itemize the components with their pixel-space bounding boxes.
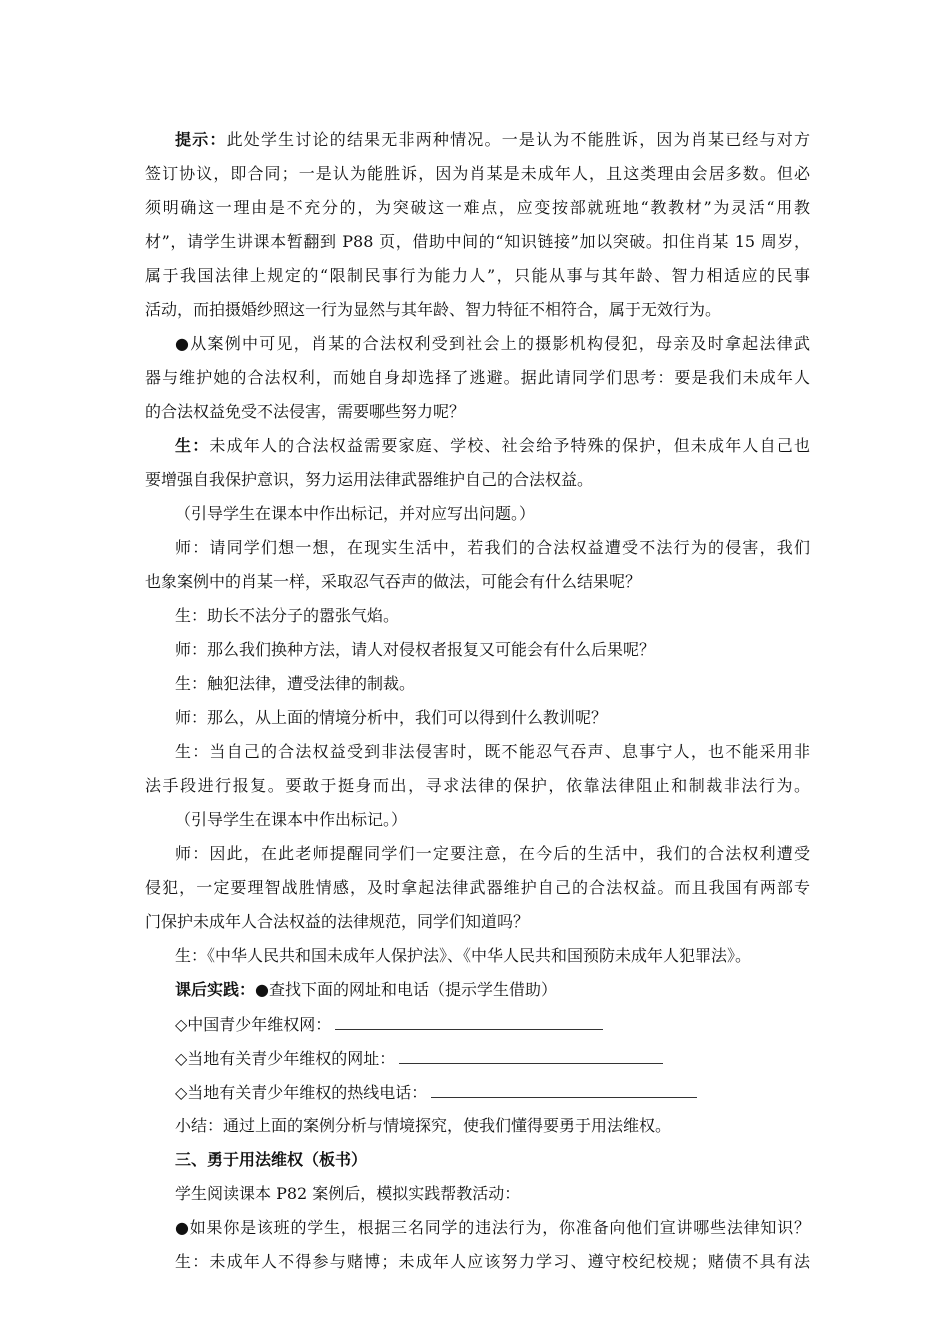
answer-1-text: 未成年人的合法权益需要家庭、学校、社会给予特殊的保护，但未成年人自己也 — [209, 436, 810, 455]
teacher-question-3: 师：那么，从上面的情境分析中，我们可以得到什么教训呢？ — [175, 708, 608, 727]
hint-line-5: 属于我国法律上规定的“限制民事行为能力人”，只能从事与其年龄、智力相适应的民事 — [145, 266, 810, 285]
student-reply-1: 生：助长不法分子的嚣张气焰。 — [175, 606, 400, 625]
hint-line-6: 活动，而拍摄婚纱照这一行为显然与其年龄、智力特征不相符合，属于无效行为。 — [145, 300, 722, 319]
summary: 小结：通过上面的案例分析与情境探究，使我们懂得要勇于用法维权。 — [175, 1116, 672, 1135]
hint-line-2: 签订协议，即合同；一是认为能胜诉，因为肖某是未成年人，且这类理由会居多数。但必 — [145, 164, 810, 183]
teacher-4-line-2: 侵犯，一定要理智战胜情感，及时拿起法律武器维护自己的合法权益。而且我国有两部专 — [145, 878, 810, 897]
student-label: 生： — [175, 436, 210, 455]
question-1-line-3: 的合法权益免受不法侵害，需要哪些努力呢？ — [145, 402, 466, 421]
student-reply-3-line-1: 生：当自己的合法权益受到非法侵害时，既不能忍气吞声、息事宁人，也不能采用非 — [175, 742, 810, 761]
practice-line — [175, 980, 810, 1000]
student-reply-4: 生：《中华人民共和国未成年人保护法》、《中华人民共和国预防未成年人犯罪法》。 — [175, 946, 752, 965]
hint-line-3: 须明确这一理由是不充分的，为突破这一难点，应变按部就班地“教教材”为灵活“用教 — [145, 198, 810, 217]
hint-line-1 — [175, 130, 810, 150]
guide-note-2: （引导学生在课本中作出标记。） — [175, 810, 408, 829]
question-1-line-2: 器与维护她的合法权利，而她自身却选择了逃避。据此请同学们思考：要是我们未成年人 — [145, 368, 810, 387]
teacher-4-line-1: 师：因此，在此老师提醒同学们一定要注意，在今后的生活中，我们的合法权利遭受 — [175, 844, 810, 863]
reading-instruction: 学生阅读课本 P82 案例后，模拟实践帮教活动： — [175, 1184, 521, 1203]
fill-blank-1[interactable] — [335, 1014, 603, 1030]
teacher-4-line-3: 门保护未成年人合法权益的法律规范，同学们知道吗？ — [145, 912, 530, 931]
question-1-line-1: ●从案例中可见，肖某的合法权利受到社会上的摄影机构侵犯，母亲及时拿起法律武 — [175, 334, 810, 353]
hint-line-4: 材”，请学生讲课本暂翻到 P88 页，借助中间的“知识链接”加以突破。扣住肖某 15 周岁， — [145, 232, 810, 251]
practice-item-1 — [175, 1014, 810, 1035]
hint-text-1: 此处学生讨论的结果无非两种情况。一是认为不能胜诉，因为肖某已经与对方 — [226, 130, 810, 149]
practice-item-3-label: ◇当地有关青少年维权的热线电话： — [175, 1083, 428, 1102]
teacher-1-line-1: 师：请同学们想一想，在现实生活中，若我们的合法权益遭受不法行为的侵害，我们 — [175, 538, 810, 557]
question-2: ●如果你是该班的学生，根据三名同学的违法行为，你准备向他们宣讲哪些法律知识？ — [175, 1218, 810, 1237]
answer-1-line-1 — [175, 436, 810, 456]
student-reply-3-line-2: 法手段进行报复。要敢于挺身而出，寻求法律的保护，依靠法律阻止和制裁非法行为。 — [145, 776, 810, 795]
student-reply-2: 生：触犯法律，遭受法律的制裁。 — [175, 674, 416, 693]
section-heading-3: 三、勇于用法维权（板书） — [175, 1150, 368, 1169]
practice-item-3 — [175, 1082, 810, 1103]
teacher-question-2: 师：那么我们换种方法，请人对侵权者报复又可能会有什么后果呢？ — [175, 640, 656, 659]
fill-blank-2[interactable] — [399, 1048, 663, 1064]
hint-label: 提示： — [175, 130, 227, 149]
answer-1-line-2: 要增强自我保护意识，努力运用法律武器维护自己的合法权益。 — [145, 470, 594, 489]
practice-item-2 — [175, 1048, 810, 1069]
practice-label: 课后实践： — [175, 980, 256, 999]
practice-item-2-label: ◇当地有关青少年维权的网址： — [175, 1049, 396, 1068]
practice-text: ●查找下面的网址和电话（提示学生借助） — [255, 980, 557, 999]
student-reply-5: 生：未成年人不得参与赌博；未成年人应该努力学习、遵守校纪校规；赌债不具有法 — [175, 1252, 810, 1271]
practice-item-1-label: ◇中国青少年维权网： — [175, 1015, 332, 1034]
teacher-1-line-2: 也象案例中的肖某一样，采取忍气吞声的做法，可能会有什么结果呢？ — [145, 572, 642, 591]
guide-note-1: （引导学生在课本中作出标记，并对应写出问题。） — [175, 504, 536, 523]
fill-blank-3[interactable] — [431, 1082, 697, 1098]
